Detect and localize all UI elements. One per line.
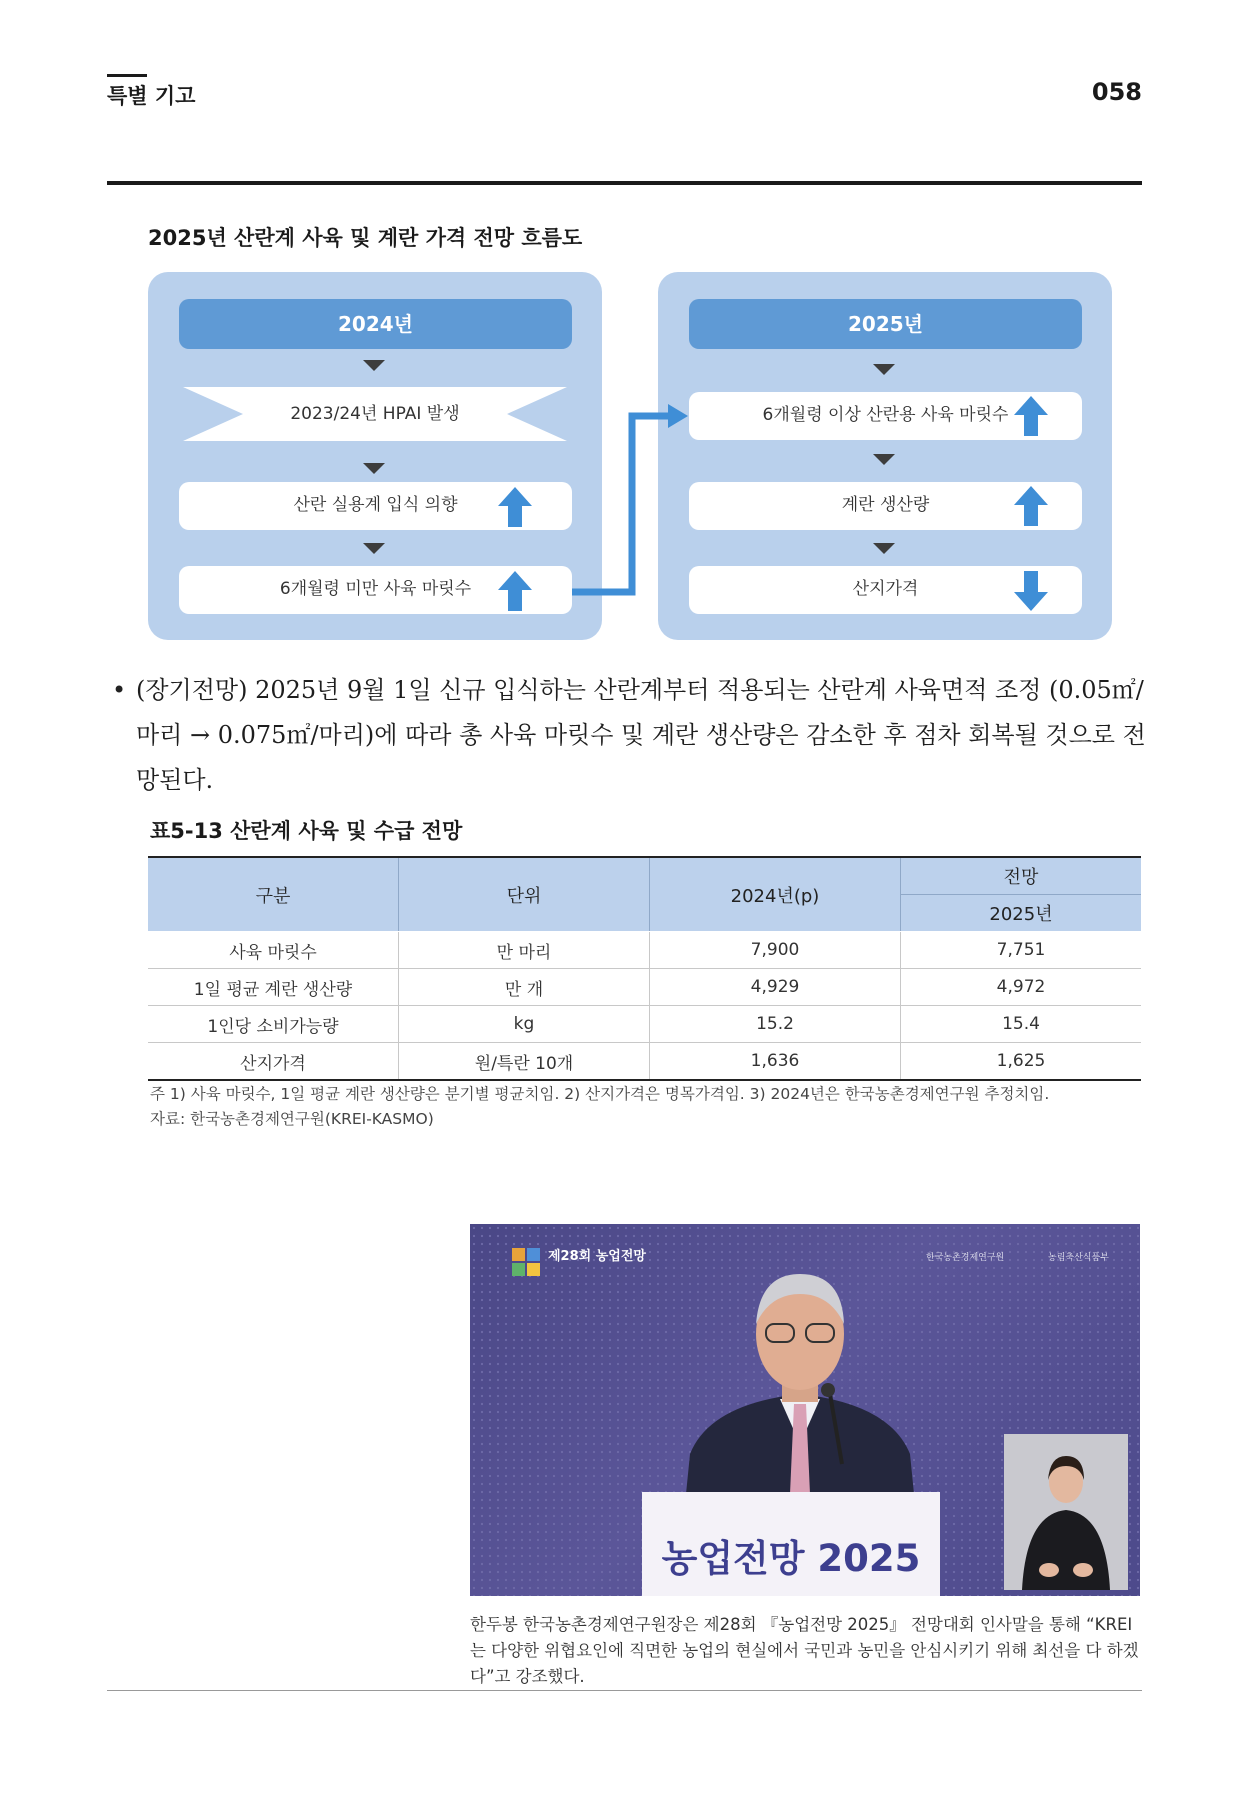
cell-unit: kg bbox=[399, 1006, 650, 1043]
cell-2025: 4,972 bbox=[901, 969, 1142, 1006]
flow-down-arrow bbox=[873, 543, 895, 554]
cell-2024: 15.2 bbox=[650, 1006, 901, 1043]
up-arrow-icon bbox=[498, 571, 532, 611]
cell-item: 사육 마릿수 bbox=[148, 932, 399, 969]
bullet-paragraph: (장기전망) 2025년 9월 1일 신규 입식하는 산란계부터 적용되는 산란계 사육면적 조정 (0.05㎡/마리 → 0.075㎡/마리)에 따라 총 사육 마릿수 및 계란 생산량은 감소한 후 점차 회복될 것으로 전망된다. bbox=[136, 676, 1146, 794]
event-logo-text: 제28회 농업전망 bbox=[548, 1249, 646, 1264]
flowchart-title: 2025년 산란계 사육 및 계란 가격 전망 흐름도 bbox=[148, 226, 583, 250]
cell-2025: 1,625 bbox=[901, 1043, 1142, 1081]
cell-item: 1인당 소비가능량 bbox=[148, 1006, 399, 1043]
table-title: 표5-13 산란계 사육 및 수급 전망 bbox=[150, 819, 463, 843]
bullet-marker: • bbox=[112, 676, 127, 704]
col-header-2025: 2025년 bbox=[901, 895, 1142, 932]
col-header-category: 구분 bbox=[148, 857, 399, 932]
table-row bbox=[148, 1006, 1141, 1043]
flow-item-label: 계란 생산량 bbox=[841, 495, 930, 515]
photo-caption: 한두봉 한국농촌경제연구원장은 제28회 『농업전망 2025』 전망대회 인사말을 통해 “KREI는 다양한 위협요인에 직면한 농업의 현실에서 국민과 농민을 안심시키기 위해 최선을 다 하겠다”고 강조했다. bbox=[470, 1615, 1139, 1686]
year-bar-2025: 2025년 bbox=[689, 299, 1082, 349]
footer-divider bbox=[107, 1690, 1142, 1691]
cell-unit: 만 개 bbox=[399, 969, 650, 1006]
supply-outlook-table bbox=[148, 856, 1141, 1081]
table-row bbox=[148, 969, 1141, 1006]
cell-2025: 7,751 bbox=[901, 932, 1142, 969]
up-arrow-icon bbox=[1014, 396, 1048, 436]
podium bbox=[642, 1492, 940, 1596]
cell-2024: 4,929 bbox=[650, 969, 901, 1006]
cell-2024: 7,900 bbox=[650, 932, 901, 969]
section-title: 특별 기고 bbox=[107, 84, 196, 108]
table-footnote: 주 1) 사육 마릿수, 1일 평균 계란 생산량은 분기별 평균치임. 2) 산지가격은 명목가격임. 3) 2024년은 한국농촌경제연구원 추정치임. bbox=[150, 1085, 1050, 1103]
flow-item-label: 산지가격 bbox=[852, 579, 919, 599]
flow-item-label: 6개월령 이상 산란용 사육 마릿수 bbox=[762, 405, 1009, 425]
cell-unit: 원/특란 10개 bbox=[399, 1043, 650, 1081]
table-row bbox=[148, 932, 1141, 969]
year-bar-2024: 2024년 bbox=[179, 299, 572, 349]
podium-text: 농업전망 2025 bbox=[661, 1537, 921, 1580]
event-logo-mark bbox=[512, 1248, 542, 1278]
flow-down-arrow bbox=[873, 364, 895, 375]
flow-item-label: 산란 실용계 입식 의향 bbox=[293, 495, 458, 515]
cell-item: 1일 평균 계란 생산량 bbox=[148, 969, 399, 1006]
flow-down-arrow bbox=[363, 543, 385, 554]
table-row bbox=[148, 1043, 1141, 1081]
interpreter-figure bbox=[1004, 1434, 1128, 1590]
up-arrow-icon bbox=[1014, 486, 1048, 526]
flow-down-arrow bbox=[363, 463, 385, 474]
col-header-2024: 2024년(p) bbox=[650, 857, 901, 932]
flow-item-label: 6개월령 미만 사육 마릿수 bbox=[279, 579, 472, 599]
table-source: 자료: 한국농촌경제연구원(KREI-KASMO) bbox=[150, 1110, 434, 1128]
col-header-unit: 단위 bbox=[399, 857, 650, 932]
flow-down-arrow bbox=[363, 360, 385, 371]
cell-item: 산지가격 bbox=[148, 1043, 399, 1081]
org-logo-krei: 한국농촌경제연구원 bbox=[926, 1253, 1005, 1263]
event-photo bbox=[470, 1224, 1140, 1596]
page-number: 058 bbox=[1091, 78, 1142, 106]
cell-unit: 만 마리 bbox=[399, 932, 650, 969]
down-arrow-icon bbox=[1014, 571, 1048, 611]
cell-2024: 1,636 bbox=[650, 1043, 901, 1081]
header-accent-line bbox=[107, 74, 147, 77]
header-divider bbox=[107, 181, 1142, 185]
up-arrow-icon bbox=[498, 487, 532, 527]
sign-language-inset bbox=[1004, 1434, 1128, 1590]
flow-item-hpai: 2023/24년 HPAI 발생 bbox=[290, 404, 460, 424]
connector-arrow bbox=[570, 400, 692, 600]
cell-2025: 15.4 bbox=[901, 1006, 1142, 1043]
col-header-outlook: 전망 bbox=[901, 857, 1142, 895]
org-logo-ministry: 농림축산식품부 bbox=[1048, 1253, 1109, 1263]
flow-down-arrow bbox=[873, 454, 895, 465]
